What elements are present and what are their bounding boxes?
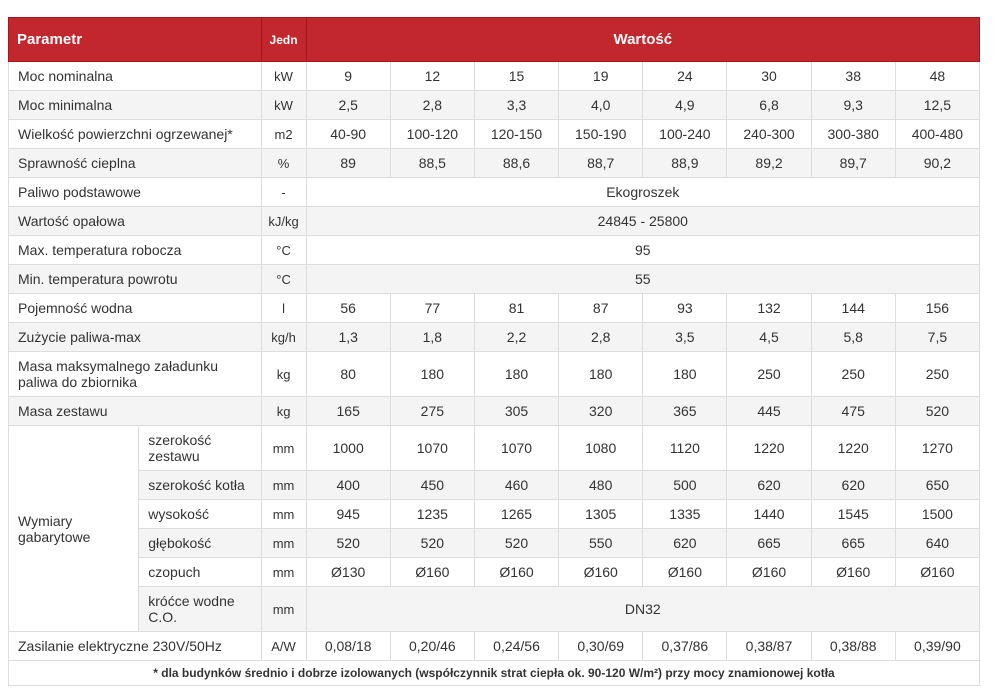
value-cell: 320 — [559, 397, 643, 426]
value-cell: 165 — [306, 397, 390, 426]
value-cell: 0,38/88 — [811, 632, 895, 661]
value-cell: 365 — [643, 397, 727, 426]
value-cell: 2,8 — [559, 323, 643, 352]
value-cell: 90,2 — [895, 149, 979, 178]
value-cell: 87 — [559, 294, 643, 323]
table-row — [9, 587, 980, 632]
value-cell: 1440 — [727, 500, 811, 529]
param-label: Masa zestawu — [9, 397, 262, 426]
table-row — [9, 632, 980, 661]
value-cell: 0,20/46 — [390, 632, 474, 661]
value-cell: Ø160 — [895, 558, 979, 587]
table-row — [9, 471, 980, 500]
value-cell: 550 — [559, 529, 643, 558]
table-row — [9, 558, 980, 587]
value-cell: 250 — [895, 352, 979, 397]
param-label: szerokość kotła — [139, 471, 261, 500]
param-label: Max. temperatura robocza — [9, 236, 262, 265]
value-cell: 1080 — [559, 426, 643, 471]
param-label: Zasilanie elektryczne 230V/50Hz — [9, 632, 262, 661]
table-row — [9, 397, 980, 426]
value-cell: 40-90 — [306, 120, 390, 149]
value-cell: 1270 — [895, 426, 979, 471]
table-row — [9, 294, 980, 323]
footnote-row — [9, 661, 980, 686]
unit-cell: kg — [261, 352, 306, 397]
value-cell: 3,5 — [643, 323, 727, 352]
value-cell: 1000 — [306, 426, 390, 471]
unit-cell: mm — [261, 500, 306, 529]
value-cell: 1070 — [390, 426, 474, 471]
value-cell-span: 55 — [306, 265, 979, 294]
value-cell: 1265 — [474, 500, 558, 529]
value-cell: 9 — [306, 62, 390, 91]
value-cell: 0,08/18 — [306, 632, 390, 661]
unit-cell: kJ/kg — [261, 207, 306, 236]
unit-cell: mm — [261, 587, 306, 632]
value-cell: 520 — [306, 529, 390, 558]
value-cell: 500 — [643, 471, 727, 500]
param-label: czopuch — [139, 558, 261, 587]
value-cell: 460 — [474, 471, 558, 500]
value-cell: 620 — [643, 529, 727, 558]
value-cell: 12,5 — [895, 91, 979, 120]
value-cell: 89 — [306, 149, 390, 178]
value-cell: Ø160 — [643, 558, 727, 587]
table-row — [9, 500, 980, 529]
value-cell: 30 — [727, 62, 811, 91]
value-cell: 620 — [727, 471, 811, 500]
table-row — [9, 352, 980, 397]
value-cell: 275 — [390, 397, 474, 426]
value-cell: 15 — [474, 62, 558, 91]
param-label: Masa maksymalnego załadunku paliwa do zbiornika — [9, 352, 262, 397]
col-header-jedn: Jedn — [261, 18, 306, 62]
value-cell: 88,6 — [474, 149, 558, 178]
value-cell: 132 — [727, 294, 811, 323]
param-label: Paliwo podstawowe — [9, 178, 262, 207]
value-cell: 180 — [643, 352, 727, 397]
value-cell: 250 — [727, 352, 811, 397]
value-cell: 3,3 — [474, 91, 558, 120]
table-row — [9, 323, 980, 352]
value-cell: 93 — [643, 294, 727, 323]
value-cell: 480 — [559, 471, 643, 500]
unit-cell: l — [261, 294, 306, 323]
value-cell: 0,30/69 — [559, 632, 643, 661]
value-cell: 1305 — [559, 500, 643, 529]
unit-cell: A/W — [261, 632, 306, 661]
value-cell: 89,2 — [727, 149, 811, 178]
unit-cell: m2 — [261, 120, 306, 149]
value-cell: 0,24/56 — [474, 632, 558, 661]
unit-cell: mm — [261, 471, 306, 500]
value-cell: Ø160 — [390, 558, 474, 587]
value-cell: 1,3 — [306, 323, 390, 352]
value-cell: 620 — [811, 471, 895, 500]
value-cell: 640 — [895, 529, 979, 558]
value-cell: 180 — [390, 352, 474, 397]
value-cell: 0,39/90 — [895, 632, 979, 661]
table-row — [9, 529, 980, 558]
param-label: Min. temperatura powrotu — [9, 265, 262, 294]
param-label: Wartość opałowa — [9, 207, 262, 236]
value-cell-span: DN32 — [306, 587, 979, 632]
value-cell: 81 — [474, 294, 558, 323]
value-cell-span: 24845 - 25800 — [306, 207, 979, 236]
value-cell: 2,5 — [306, 91, 390, 120]
value-cell: 88,5 — [390, 149, 474, 178]
param-label: Zużycie paliwa-max — [9, 323, 262, 352]
value-cell: 100-240 — [643, 120, 727, 149]
value-cell-span: 95 — [306, 236, 979, 265]
table-row — [9, 265, 980, 294]
boiler-spec-table — [8, 17, 980, 686]
col-header-parametr: Parametr — [9, 18, 262, 62]
table-row — [9, 149, 980, 178]
value-cell: 77 — [390, 294, 474, 323]
value-cell: 1070 — [474, 426, 558, 471]
value-cell: 400 — [306, 471, 390, 500]
value-cell: Ø160 — [811, 558, 895, 587]
value-cell: 240-300 — [727, 120, 811, 149]
value-cell: 450 — [390, 471, 474, 500]
unit-cell: mm — [261, 426, 306, 471]
value-cell: 945 — [306, 500, 390, 529]
value-cell: 250 — [811, 352, 895, 397]
table-row — [9, 120, 980, 149]
table-row — [9, 178, 980, 207]
value-cell: 80 — [306, 352, 390, 397]
unit-cell: mm — [261, 558, 306, 587]
value-cell: 89,7 — [811, 149, 895, 178]
value-cell: 19 — [559, 62, 643, 91]
unit-cell: kg — [261, 397, 306, 426]
value-cell: 88,7 — [559, 149, 643, 178]
value-cell: 24 — [643, 62, 727, 91]
value-cell: 180 — [559, 352, 643, 397]
value-cell: 1,8 — [390, 323, 474, 352]
value-cell: 2,2 — [474, 323, 558, 352]
value-cell: 1235 — [390, 500, 474, 529]
value-cell: 520 — [390, 529, 474, 558]
table-row — [9, 236, 980, 265]
value-cell: Ø130 — [306, 558, 390, 587]
value-cell: 0,38/87 — [727, 632, 811, 661]
value-cell: 650 — [895, 471, 979, 500]
value-cell: 305 — [474, 397, 558, 426]
table-row — [9, 62, 980, 91]
unit-cell: kW — [261, 62, 306, 91]
value-cell: 1500 — [895, 500, 979, 529]
value-cell: 48 — [895, 62, 979, 91]
unit-cell: mm — [261, 529, 306, 558]
value-cell: 520 — [895, 397, 979, 426]
value-cell: 1545 — [811, 500, 895, 529]
table-row — [9, 426, 980, 471]
value-cell: 5,8 — [811, 323, 895, 352]
value-cell: 88,9 — [643, 149, 727, 178]
col-header-wartosc: Wartość — [306, 18, 979, 62]
value-cell-span: Ekogroszek — [306, 178, 979, 207]
value-cell: Ø160 — [474, 558, 558, 587]
dimensions-group-label: Wymiary gabarytowe — [9, 426, 139, 632]
unit-cell: kg/h — [261, 323, 306, 352]
value-cell: Ø160 — [727, 558, 811, 587]
value-cell: 100-120 — [390, 120, 474, 149]
param-label: Wielkość powierzchni ogrzewanej* — [9, 120, 262, 149]
value-cell: 1120 — [643, 426, 727, 471]
value-cell: 120-150 — [474, 120, 558, 149]
unit-cell: °C — [261, 265, 306, 294]
param-label: Moc minimalna — [9, 91, 262, 120]
value-cell: 56 — [306, 294, 390, 323]
table-row — [9, 207, 980, 236]
param-label: wysokość — [139, 500, 261, 529]
footnote: * dla budynków średnio i dobrze izolowanych (współczynnik strat ciepła ok. 90-120 W/m²) przy mocy znamionowej kotła — [9, 661, 980, 686]
unit-cell: kW — [261, 91, 306, 120]
unit-cell: % — [261, 149, 306, 178]
param-label: króćce wodne C.O. — [139, 587, 261, 632]
param-label: Pojemność wodna — [9, 294, 262, 323]
header-row — [9, 18, 980, 62]
value-cell: 400-480 — [895, 120, 979, 149]
value-cell: 156 — [895, 294, 979, 323]
value-cell: 4,0 — [559, 91, 643, 120]
value-cell: 38 — [811, 62, 895, 91]
value-cell: 150-190 — [559, 120, 643, 149]
value-cell: 445 — [727, 397, 811, 426]
param-label: głębokość — [139, 529, 261, 558]
value-cell: 2,8 — [390, 91, 474, 120]
value-cell: 665 — [727, 529, 811, 558]
value-cell: 665 — [811, 529, 895, 558]
value-cell: 9,3 — [811, 91, 895, 120]
value-cell: 144 — [811, 294, 895, 323]
value-cell: 1335 — [643, 500, 727, 529]
value-cell: 7,5 — [895, 323, 979, 352]
value-cell: 1220 — [727, 426, 811, 471]
table-row — [9, 91, 980, 120]
value-cell: 520 — [474, 529, 558, 558]
value-cell: 12 — [390, 62, 474, 91]
param-label: Sprawność cieplna — [9, 149, 262, 178]
value-cell: 6,8 — [727, 91, 811, 120]
value-cell: 4,5 — [727, 323, 811, 352]
value-cell: 300-380 — [811, 120, 895, 149]
unit-cell: - — [261, 178, 306, 207]
value-cell: 1220 — [811, 426, 895, 471]
value-cell: 180 — [474, 352, 558, 397]
param-label: szerokość zestawu — [139, 426, 261, 471]
unit-cell: °C — [261, 236, 306, 265]
value-cell: 4,9 — [643, 91, 727, 120]
param-label: Moc nominalna — [9, 62, 262, 91]
value-cell: Ø160 — [559, 558, 643, 587]
value-cell: 0,37/86 — [643, 632, 727, 661]
value-cell: 475 — [811, 397, 895, 426]
